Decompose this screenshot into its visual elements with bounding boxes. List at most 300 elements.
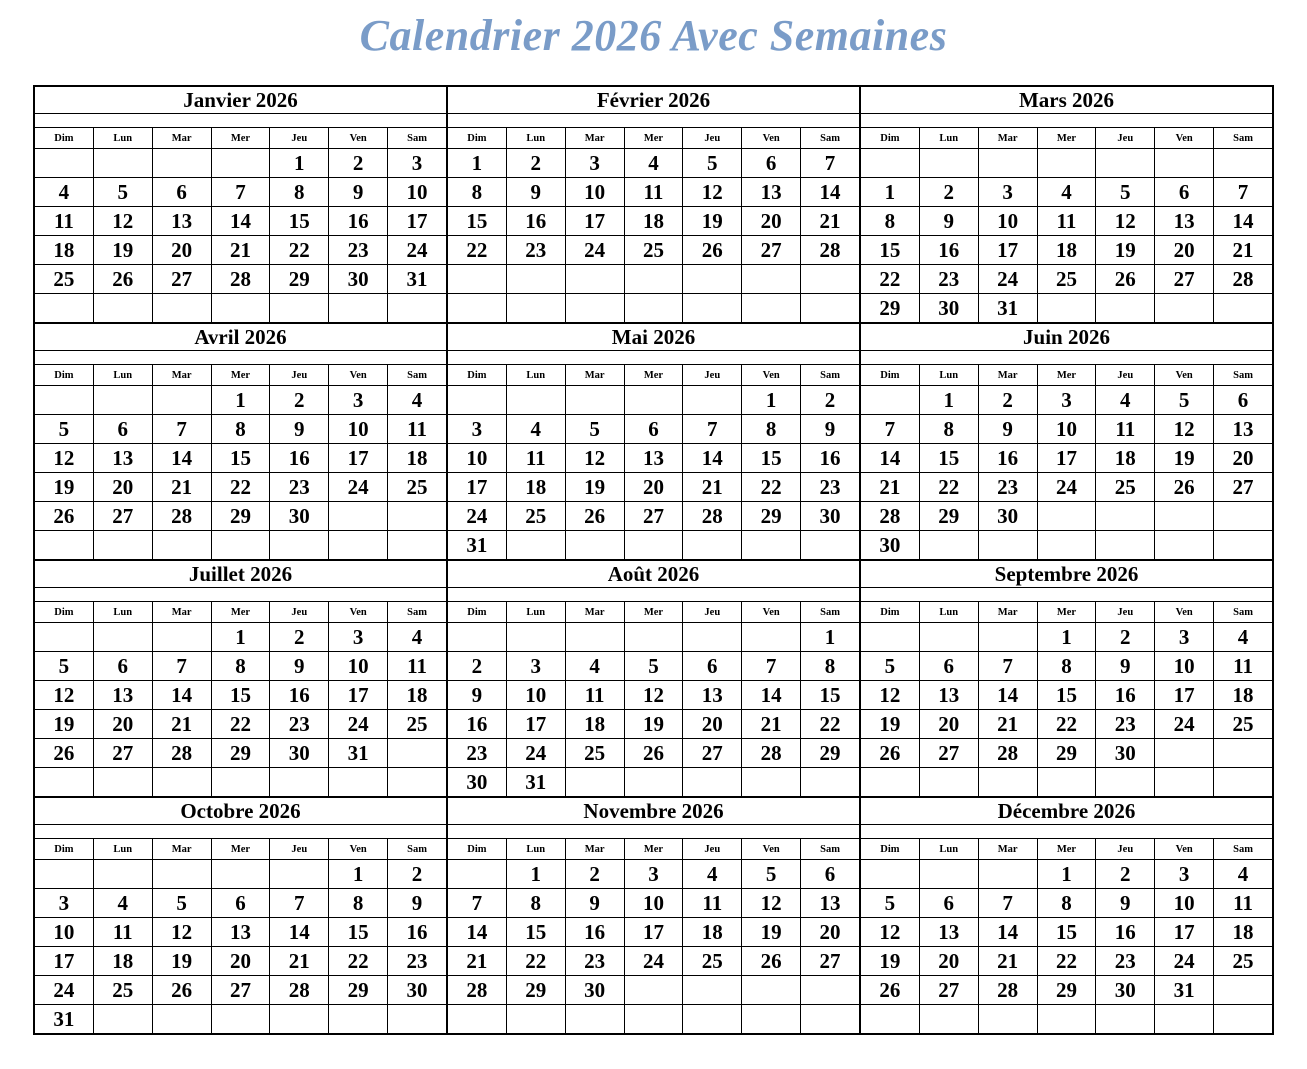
weekday-header: Mar (152, 128, 211, 149)
day-cell: 1 (270, 149, 329, 178)
day-cell: 27 (624, 502, 683, 531)
day-cell: 15 (742, 444, 801, 473)
day-cell: 20 (93, 473, 152, 502)
day-cell: 13 (93, 681, 152, 710)
weekday-header: Lun (506, 128, 565, 149)
day-cell: 18 (683, 918, 742, 947)
weekday-header: Jeu (270, 128, 329, 149)
day-cell (861, 860, 920, 889)
day-cell: 4 (1214, 623, 1273, 652)
day-cell (861, 149, 920, 178)
weekday-header: Mer (1037, 365, 1096, 386)
day-cell: 7 (683, 415, 742, 444)
day-cell: 21 (861, 473, 920, 502)
day-cell: 2 (801, 386, 860, 415)
day-cell (448, 386, 507, 415)
day-cell: 3 (1155, 623, 1214, 652)
day-cell: 7 (861, 415, 920, 444)
day-cell: 23 (1096, 710, 1155, 739)
day-cell: 7 (152, 415, 211, 444)
month-title: Mai 2026 (448, 324, 860, 351)
day-cell: 20 (919, 947, 978, 976)
day-cell (506, 1005, 565, 1034)
week-row (35, 473, 447, 502)
day-cell: 27 (211, 976, 270, 1005)
weekday-header: Mar (152, 839, 211, 860)
weekday-header: Jeu (1096, 602, 1155, 623)
week-row (861, 947, 1273, 976)
weekday-header-row (448, 365, 860, 386)
day-cell: 15 (211, 681, 270, 710)
day-cell: 8 (1037, 889, 1096, 918)
day-cell: 24 (329, 473, 388, 502)
weekday-header: Ven (742, 839, 801, 860)
day-cell: 27 (683, 739, 742, 768)
week-row (448, 265, 860, 294)
day-cell: 7 (742, 652, 801, 681)
day-cell: 30 (861, 531, 920, 560)
weekday-header: Dim (861, 839, 920, 860)
day-cell: 20 (152, 236, 211, 265)
weekday-header: Ven (1155, 602, 1214, 623)
day-cell: 31 (1155, 976, 1214, 1005)
month-spacer (861, 351, 1273, 365)
week-row (861, 860, 1273, 889)
week-row (861, 415, 1273, 444)
day-cell (448, 265, 507, 294)
day-cell: 9 (565, 889, 624, 918)
week-row (448, 889, 860, 918)
day-cell: 26 (93, 265, 152, 294)
day-cell: 8 (506, 889, 565, 918)
day-cell: 10 (448, 444, 507, 473)
weekday-header: Sam (801, 365, 860, 386)
month-calendar (860, 797, 1273, 1034)
week-row (861, 265, 1273, 294)
day-cell: 24 (506, 739, 565, 768)
day-cell: 25 (624, 236, 683, 265)
day-cell: 31 (329, 739, 388, 768)
weekday-header: Dim (35, 365, 94, 386)
day-cell: 10 (1155, 889, 1214, 918)
week-row (35, 415, 447, 444)
day-cell: 20 (1155, 236, 1214, 265)
day-cell (1214, 976, 1273, 1005)
day-cell: 14 (978, 681, 1037, 710)
day-cell: 12 (1096, 207, 1155, 236)
day-cell (1214, 768, 1273, 797)
day-cell: 6 (1155, 178, 1214, 207)
month-title: Juin 2026 (861, 324, 1273, 351)
week-row (448, 294, 860, 323)
day-cell: 22 (270, 236, 329, 265)
day-cell: 5 (35, 415, 94, 444)
day-cell: 20 (624, 473, 683, 502)
day-cell: 29 (329, 976, 388, 1005)
week-row (861, 652, 1273, 681)
weekday-header: Mar (565, 365, 624, 386)
day-cell (683, 386, 742, 415)
day-cell (448, 623, 507, 652)
day-cell: 6 (919, 652, 978, 681)
day-cell: 5 (93, 178, 152, 207)
day-cell: 18 (1214, 681, 1273, 710)
day-cell: 12 (624, 681, 683, 710)
day-cell: 14 (742, 681, 801, 710)
day-cell: 26 (35, 502, 94, 531)
day-cell (1096, 531, 1155, 560)
day-cell: 6 (152, 178, 211, 207)
day-cell: 26 (742, 947, 801, 976)
month-title: Septembre 2026 (861, 561, 1273, 588)
day-cell (1155, 531, 1214, 560)
weekday-header-row (448, 602, 860, 623)
day-cell: 10 (565, 178, 624, 207)
weekday-header: Mer (1037, 602, 1096, 623)
day-cell: 16 (801, 444, 860, 473)
day-cell (742, 1005, 801, 1034)
day-cell: 3 (624, 860, 683, 889)
day-cell (152, 623, 211, 652)
day-cell (93, 149, 152, 178)
day-cell (388, 739, 447, 768)
day-cell (270, 1005, 329, 1034)
day-cell: 23 (329, 236, 388, 265)
day-cell: 5 (35, 652, 94, 681)
day-cell (1096, 1005, 1155, 1034)
week-row (861, 623, 1273, 652)
day-cell: 7 (448, 889, 507, 918)
day-cell (152, 860, 211, 889)
month-spacer (448, 825, 860, 839)
day-cell: 21 (801, 207, 860, 236)
day-cell (624, 768, 683, 797)
month-spacer (35, 825, 447, 839)
weekday-header: Sam (1214, 128, 1273, 149)
day-cell: 18 (388, 444, 447, 473)
day-cell: 30 (329, 265, 388, 294)
day-cell: 25 (35, 265, 94, 294)
day-cell: 3 (1155, 860, 1214, 889)
weekday-header: Jeu (270, 365, 329, 386)
day-cell (1214, 739, 1273, 768)
day-cell: 12 (35, 444, 94, 473)
day-cell: 18 (388, 681, 447, 710)
day-cell: 28 (152, 739, 211, 768)
weekday-header: Mar (565, 839, 624, 860)
weekday-header-row (448, 839, 860, 860)
day-cell: 4 (624, 149, 683, 178)
day-cell: 1 (1037, 623, 1096, 652)
day-cell: 23 (801, 473, 860, 502)
weekday-header-row (448, 128, 860, 149)
day-cell: 13 (1155, 207, 1214, 236)
day-cell: 4 (1037, 178, 1096, 207)
day-cell: 26 (35, 739, 94, 768)
day-cell (35, 623, 94, 652)
day-cell (329, 768, 388, 797)
day-cell: 13 (624, 444, 683, 473)
week-row (448, 149, 860, 178)
day-cell: 19 (683, 207, 742, 236)
day-cell: 7 (270, 889, 329, 918)
day-cell (565, 294, 624, 323)
day-cell: 16 (329, 207, 388, 236)
day-cell (742, 976, 801, 1005)
month-title: Décembre 2026 (861, 798, 1273, 825)
day-cell (506, 294, 565, 323)
day-cell (1155, 149, 1214, 178)
week-row (448, 502, 860, 531)
day-cell: 17 (329, 681, 388, 710)
day-cell (35, 531, 94, 560)
weekday-header: Sam (388, 128, 447, 149)
day-cell: 15 (801, 681, 860, 710)
day-cell: 14 (152, 681, 211, 710)
weekday-header: Sam (1214, 365, 1273, 386)
day-cell (35, 860, 94, 889)
day-cell: 9 (1096, 652, 1155, 681)
week-row (861, 976, 1273, 1005)
day-cell: 27 (1155, 265, 1214, 294)
weekday-header: Sam (1214, 839, 1273, 860)
weekday-header: Sam (801, 602, 860, 623)
day-cell: 30 (388, 976, 447, 1005)
weekday-header: Lun (93, 365, 152, 386)
day-cell (388, 768, 447, 797)
day-cell: 10 (35, 918, 94, 947)
day-cell: 1 (211, 386, 270, 415)
day-cell: 13 (211, 918, 270, 947)
weekday-header: Sam (1214, 602, 1273, 623)
day-cell: 23 (565, 947, 624, 976)
week-row (448, 681, 860, 710)
day-cell: 26 (861, 976, 920, 1005)
day-cell: 7 (1214, 178, 1273, 207)
weekday-header: Ven (1155, 128, 1214, 149)
day-cell (565, 623, 624, 652)
day-cell (1037, 531, 1096, 560)
day-cell: 6 (93, 652, 152, 681)
weekday-header: Ven (329, 128, 388, 149)
day-cell: 28 (801, 236, 860, 265)
day-cell (919, 768, 978, 797)
day-cell: 23 (270, 473, 329, 502)
day-cell: 14 (683, 444, 742, 473)
month-calendar (860, 560, 1273, 797)
month-calendar (34, 323, 447, 560)
week-row (448, 444, 860, 473)
week-row (448, 415, 860, 444)
day-cell (565, 531, 624, 560)
day-cell (388, 531, 447, 560)
day-cell (1155, 502, 1214, 531)
day-cell: 14 (861, 444, 920, 473)
day-cell: 2 (565, 860, 624, 889)
week-row (861, 681, 1273, 710)
day-cell (1155, 739, 1214, 768)
weekday-header: Mar (978, 839, 1037, 860)
day-cell: 12 (1155, 415, 1214, 444)
day-cell: 8 (919, 415, 978, 444)
day-cell: 12 (35, 681, 94, 710)
day-cell: 20 (683, 710, 742, 739)
day-cell: 14 (978, 918, 1037, 947)
day-cell (1214, 149, 1273, 178)
day-cell (1096, 149, 1155, 178)
weekday-header: Jeu (270, 839, 329, 860)
day-cell: 16 (1096, 681, 1155, 710)
day-cell: 18 (1214, 918, 1273, 947)
week-row (448, 976, 860, 1005)
day-cell (448, 1005, 507, 1034)
day-cell: 15 (1037, 918, 1096, 947)
day-cell: 28 (270, 976, 329, 1005)
weekday-header: Ven (742, 365, 801, 386)
day-cell: 9 (448, 681, 507, 710)
day-cell (801, 1005, 860, 1034)
day-cell: 27 (742, 236, 801, 265)
day-cell: 17 (565, 207, 624, 236)
day-cell (1214, 502, 1273, 531)
day-cell (211, 531, 270, 560)
day-cell (624, 386, 683, 415)
day-cell (919, 531, 978, 560)
day-cell: 31 (978, 294, 1037, 323)
day-cell: 15 (919, 444, 978, 473)
weekday-header: Lun (93, 839, 152, 860)
weekday-header: Mer (211, 365, 270, 386)
weekday-header: Mer (624, 602, 683, 623)
day-cell (1096, 768, 1155, 797)
day-cell (978, 623, 1037, 652)
day-cell (506, 265, 565, 294)
day-cell: 15 (506, 918, 565, 947)
day-cell: 17 (388, 207, 447, 236)
day-cell (683, 294, 742, 323)
day-cell: 21 (152, 710, 211, 739)
day-cell: 13 (919, 918, 978, 947)
day-cell: 27 (1214, 473, 1273, 502)
day-cell: 22 (1037, 710, 1096, 739)
day-cell: 24 (388, 236, 447, 265)
day-cell (801, 294, 860, 323)
weekday-header: Jeu (1096, 128, 1155, 149)
weekday-header: Lun (919, 602, 978, 623)
day-cell: 17 (329, 444, 388, 473)
day-cell (388, 294, 447, 323)
month-calendar (447, 560, 860, 797)
day-cell: 26 (152, 976, 211, 1005)
day-cell: 5 (152, 889, 211, 918)
day-cell: 21 (152, 473, 211, 502)
day-cell (801, 265, 860, 294)
weekday-header: Ven (1155, 365, 1214, 386)
day-cell: 3 (388, 149, 447, 178)
day-cell: 2 (270, 623, 329, 652)
day-cell: 9 (329, 178, 388, 207)
day-cell: 9 (978, 415, 1037, 444)
day-cell: 28 (978, 976, 1037, 1005)
day-cell (270, 860, 329, 889)
day-cell (919, 149, 978, 178)
day-cell: 1 (1037, 860, 1096, 889)
day-cell: 20 (919, 710, 978, 739)
weekday-header: Sam (801, 128, 860, 149)
month-calendar (34, 86, 447, 323)
day-cell: 16 (388, 918, 447, 947)
day-cell: 16 (270, 681, 329, 710)
day-cell (448, 294, 507, 323)
day-cell: 10 (1037, 415, 1096, 444)
day-cell: 30 (919, 294, 978, 323)
day-cell: 25 (1214, 710, 1273, 739)
week-row (861, 889, 1273, 918)
day-cell: 14 (211, 207, 270, 236)
day-cell: 9 (388, 889, 447, 918)
day-cell: 7 (978, 652, 1037, 681)
day-cell (683, 265, 742, 294)
day-cell: 2 (1096, 623, 1155, 652)
day-cell: 16 (506, 207, 565, 236)
day-cell: 2 (506, 149, 565, 178)
day-cell: 24 (565, 236, 624, 265)
weekday-header: Dim (861, 128, 920, 149)
weekday-header: Lun (93, 128, 152, 149)
week-row (35, 207, 447, 236)
day-cell (506, 623, 565, 652)
day-cell: 19 (624, 710, 683, 739)
day-cell (861, 623, 920, 652)
month-spacer (35, 351, 447, 365)
page-title: Calendrier 2026 Avec Semaines (359, 11, 948, 60)
day-cell (565, 1005, 624, 1034)
day-cell: 29 (742, 502, 801, 531)
day-cell (919, 623, 978, 652)
day-cell: 8 (211, 652, 270, 681)
day-cell (1214, 531, 1273, 560)
day-cell: 10 (329, 415, 388, 444)
week-row (861, 178, 1273, 207)
day-cell (388, 1005, 447, 1034)
day-cell: 30 (1096, 976, 1155, 1005)
week-row (35, 739, 447, 768)
day-cell: 11 (565, 681, 624, 710)
week-row (448, 947, 860, 976)
day-cell: 30 (448, 768, 507, 797)
month-spacer (35, 588, 447, 602)
day-cell: 17 (1155, 681, 1214, 710)
month-title: Mars 2026 (861, 87, 1273, 114)
day-cell (211, 149, 270, 178)
day-cell: 19 (152, 947, 211, 976)
day-cell (1214, 1005, 1273, 1034)
day-cell (978, 768, 1037, 797)
month-title: Août 2026 (448, 561, 860, 588)
month-title: Novembre 2026 (448, 798, 860, 825)
weekday-header: Ven (742, 128, 801, 149)
day-cell: 5 (861, 889, 920, 918)
day-cell: 30 (565, 976, 624, 1005)
day-cell: 1 (506, 860, 565, 889)
day-cell: 25 (388, 710, 447, 739)
day-cell: 2 (448, 652, 507, 681)
week-row (861, 710, 1273, 739)
month-spacer (448, 114, 860, 128)
day-cell: 19 (1096, 236, 1155, 265)
day-cell: 4 (565, 652, 624, 681)
day-cell: 29 (270, 265, 329, 294)
